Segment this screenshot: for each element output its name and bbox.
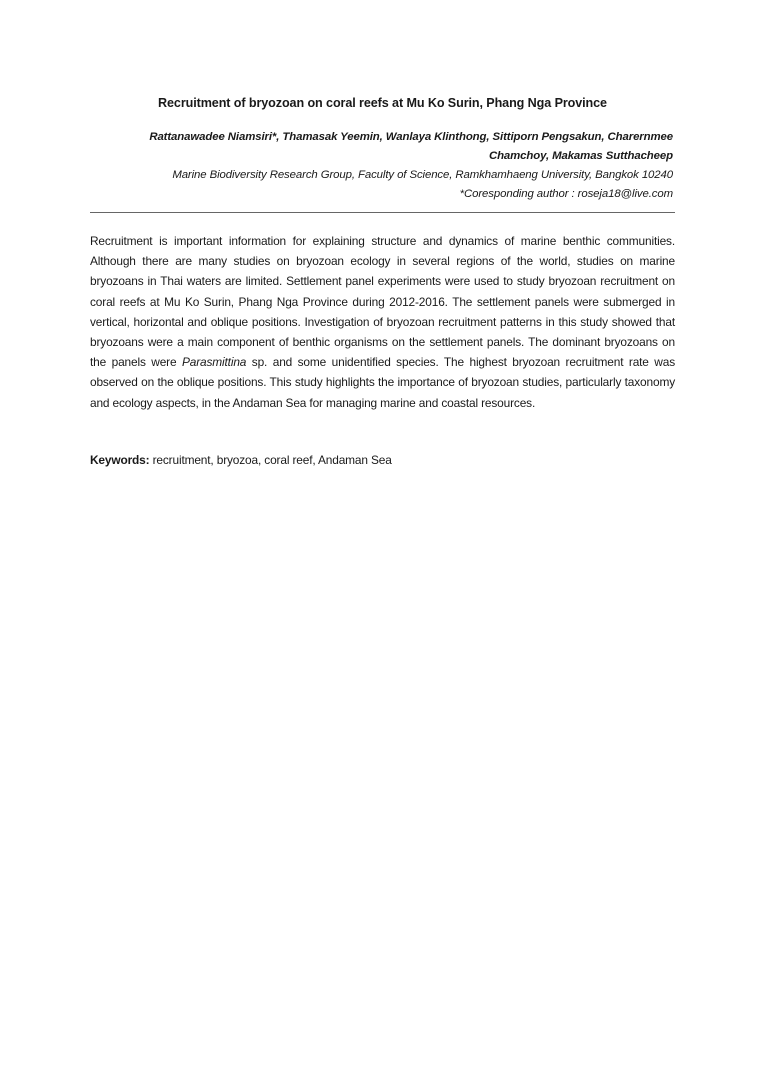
abstract-species-name: Parasmittina bbox=[181, 355, 247, 370]
paper-title: Recruitment of bryozoan on coral reefs at Mu Ko Surin, Phang Nga Province bbox=[158, 96, 607, 110]
keywords-label: Keywords: bbox=[90, 453, 150, 467]
abstract-paragraph bbox=[90, 231, 675, 413]
keywords-line bbox=[90, 450, 675, 470]
header-divider bbox=[90, 212, 675, 213]
corresponding-author: *Coresponding author : roseja18@live.com bbox=[459, 188, 673, 200]
abstract-text-part-2: sp. and some unidentified species. The highest bryozoan recruitment rate was observed on the oblique positions. This study highlights the importance of bryozoan studies, particularly taxonomy and ecology aspects, in the Andaman Sea for managing marine and coastal resources. bbox=[90, 355, 675, 410]
keywords-list: recruitment, bryozoa, coral reef, Andaman Sea bbox=[149, 453, 392, 467]
abstract-text-part-1: Recruitment is important information for explaining structure and dynamics of marine benthic communities. Although there are many studies on bryozoan ecology in several regions of the world, studies on marine bryozoans in Thai waters are limited. Settlement panel experiments were used to study bryozoan recruitment on coral reefs at Mu Ko Surin, Phang Nga Province during 2012-2016. The settlement panels were submerged in vertical, horizontal and oblique positions. Investigation of bryozoan recruitment patterns in this study showed that bryozoans were a main component of benthic organisms on the settlement panels. The dominant bryozoans on the panels were bbox=[90, 234, 675, 370]
author-line-1: Rattanawadee Niamsiri*, Thamasak Yeemin, Wanlaya Klinthong, Sittiporn Pengsakun, Charernmee bbox=[149, 131, 673, 143]
author-line-2: Chamchoy, Makamas Sutthacheep bbox=[488, 149, 673, 162]
affiliation: Marine Biodiversity Research Group, Faculty of Science, Ramkhamhaeng University, Bangkok 10240 bbox=[172, 169, 673, 181]
author-list bbox=[120, 128, 673, 165]
